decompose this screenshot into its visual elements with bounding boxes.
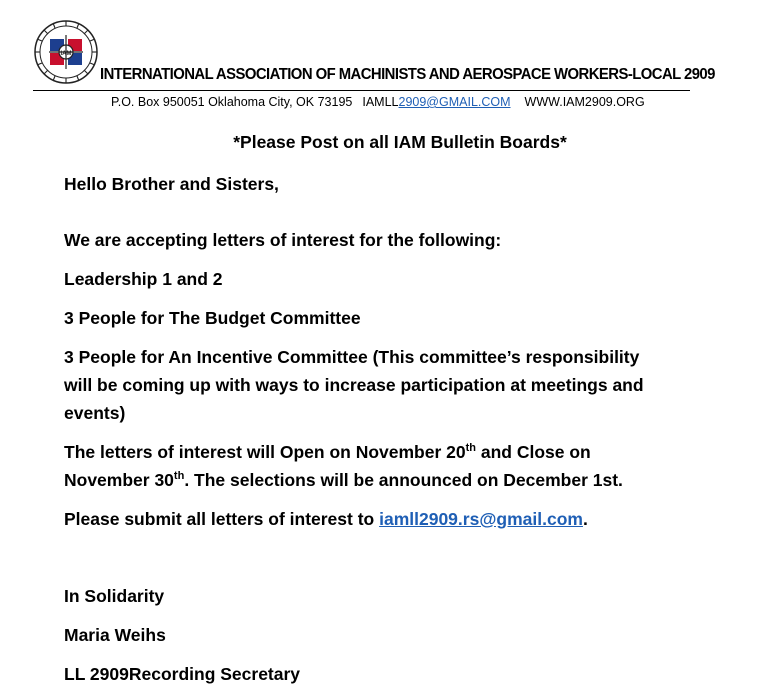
intro-line: We are accepting letters of interest for the following: [64, 230, 502, 250]
submit-email-link[interactable]: iamll2909.rs@gmail.com [379, 509, 583, 529]
contact-line [111, 95, 645, 109]
dates-line [64, 466, 623, 494]
list-item-incentive [64, 343, 644, 427]
greeting: Hello Brother and Sisters, [64, 174, 279, 194]
list-item: Leadership 1 and 2 [64, 269, 223, 289]
email-prefix: IAMLL [362, 95, 399, 109]
logo-text: IAM [60, 51, 72, 57]
dates-paragraph [64, 438, 623, 494]
header-divider [33, 90, 690, 91]
list-item-line: will be coming up with ways to increase participation at meetings and [64, 375, 644, 395]
ordinal-suffix: th [465, 442, 477, 454]
postal-address: P.O. Box 950051 Oklahoma City, OK 73195 [111, 95, 353, 109]
list-item-line: 3 People for An Incentive Committee (This committee’s responsibility [64, 347, 640, 367]
dates-text: November 30 [64, 470, 174, 490]
closing: In Solidarity [64, 586, 165, 606]
list-item: 3 People for The Budget Committee [64, 308, 361, 328]
header-email-link[interactable]: 2909@GMAIL.COM [398, 95, 511, 109]
bulletin-notice: *Please Post on all IAM Bulletin Boards* [233, 132, 567, 152]
dates-text: . The selections will be announced on December 1st. [184, 470, 623, 490]
organization-name: INTERNATIONAL ASSOCIATION OF MACHINISTS AND AEROSPACE WORKERS-LOCAL 2909 [100, 66, 715, 83]
submit-period: . [582, 509, 588, 529]
dates-text: and Close on [476, 442, 591, 462]
submit-text: Please submit all letters of interest to [64, 509, 380, 529]
ordinal-suffix: th [173, 470, 185, 482]
signer-title: LL 2909Recording Secretary [64, 664, 301, 684]
dates-text: The letters of interest will Open on November 20 [64, 442, 466, 462]
website-text: WWW.IAM2909.ORG [524, 95, 645, 109]
signer-name: Maria Weihs [64, 625, 166, 645]
iam-logo-icon [33, 19, 99, 85]
dates-line [64, 438, 623, 466]
submit-line [64, 505, 588, 533]
list-item-line: events) [64, 403, 126, 423]
